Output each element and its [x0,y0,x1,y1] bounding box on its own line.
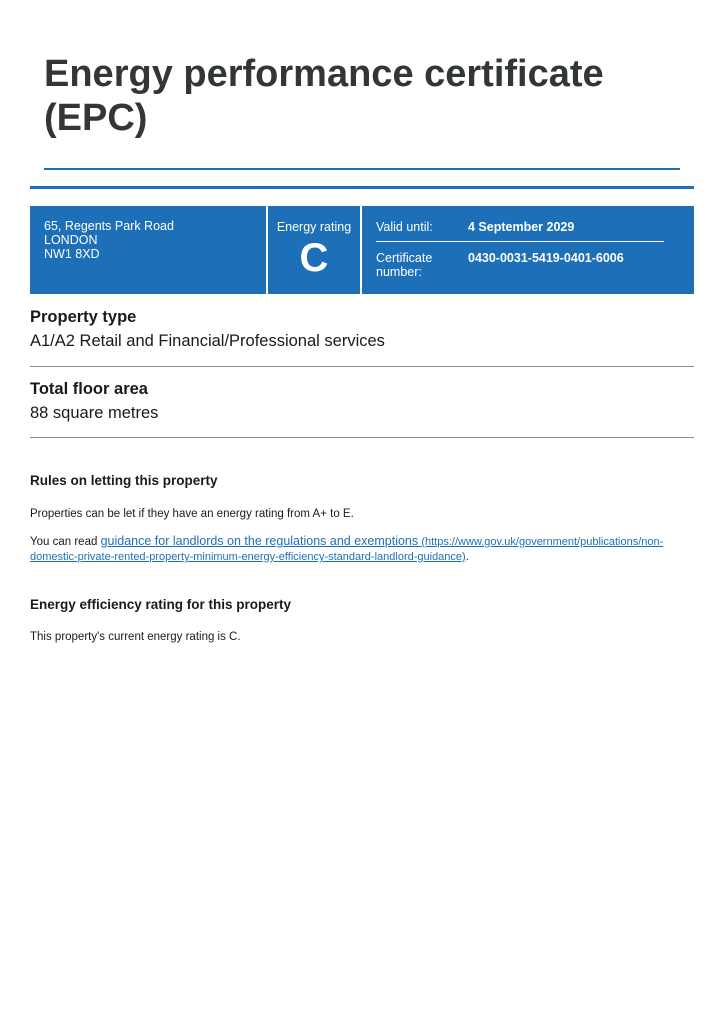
title-underline [44,168,680,170]
letting-rules-text: Properties can be let if they have an energy rating from A+ to E. [30,508,354,520]
floor-area-value: 88 square metres [30,404,159,422]
certificate-number-label: Certificate number: [376,251,433,279]
guidance-prefix: You can read [30,536,101,548]
guidance-link-url-part-2: domestic-private-rented-property-minimum-energy-efficiency-standard-landlord-guidance) [30,551,466,563]
page-title: Energy performance certificate (EPC) [44,53,604,139]
section-divider [30,366,694,367]
efficiency-text: This property's current energy rating is C. [30,631,241,643]
efficiency-heading: Energy efficiency rating for this property [30,597,292,612]
letting-rules-heading: Rules on letting this property [30,473,218,488]
guidance-link[interactable] [30,536,663,563]
property-type-value: A1/A2 Retail and Financial/Professional services [30,332,385,350]
guidance-suffix: . [465,551,469,563]
guidance-link-url-part-1: (https://www.gov.uk/government/publications/non- [421,536,664,548]
banner-inner-rule [376,241,664,242]
address-line-1: 65, Regents Park Road [44,219,174,233]
guidance-link-text: guidance for landlords on the regulations and exemptions [100,534,419,548]
valid-until-value: 4 September 2029 [468,220,575,234]
property-type-heading: Property type [30,308,137,326]
header-rule [30,186,694,189]
floor-area-heading: Total floor area [30,380,148,398]
certificate-summary-banner [30,206,694,294]
address-postcode: NW1 8XD [44,247,100,261]
section-divider [30,437,694,438]
energy-rating-label: Energy rating [276,220,352,234]
valid-until-label: Valid until: [376,220,433,234]
address-line-2: LONDON [44,233,98,247]
property-address [44,219,264,261]
guidance-paragraph [30,534,670,565]
banner-divider [360,206,362,294]
certificate-number-value: 0430-0031-5419-0401-6006 [468,251,624,265]
energy-rating-letter: C [299,236,329,280]
